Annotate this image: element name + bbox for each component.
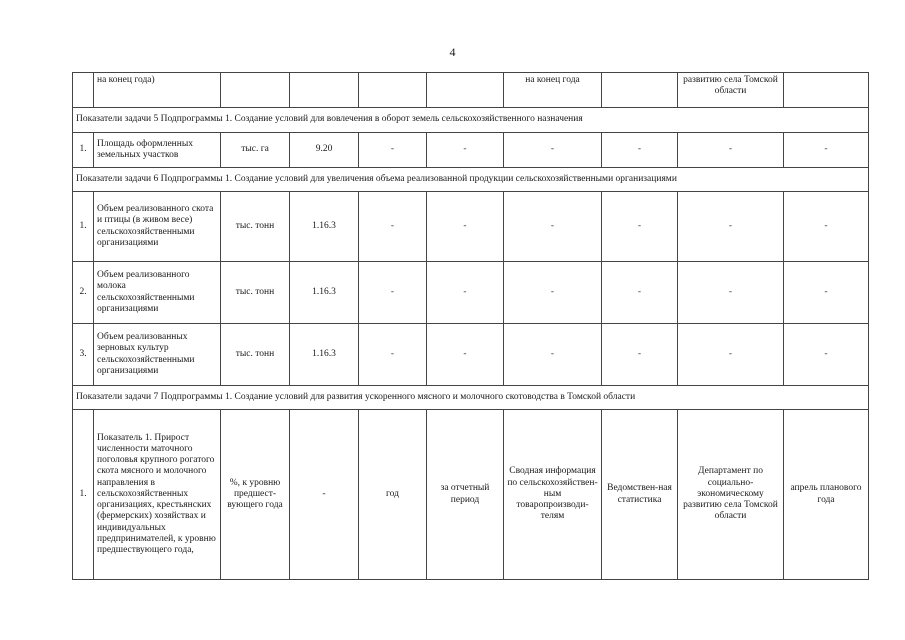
cell: - [602, 262, 678, 324]
unit-cell: тыс. тонн [221, 192, 290, 262]
unit-cell: тыс. тонн [221, 262, 290, 324]
cell: - [678, 262, 784, 324]
cell: - [602, 324, 678, 386]
row-number: 1. [73, 410, 94, 580]
indicator-name: на конец года) [94, 73, 221, 108]
table-row [73, 192, 869, 262]
source-cell: Сводная информация по сельскохозяйствен-ным товаропроизводи-телям [504, 410, 602, 580]
cell: - [359, 262, 427, 324]
section-title: Показатели задачи 6 Подпрограммы 1. Создание условий для увеличения объема реализованной продукции сельскохозяйственными организациями [73, 168, 869, 192]
indicator-name: Объем реализованных зерновых культур сельскохозяйственными организациями [94, 324, 221, 386]
cell: - [784, 324, 869, 386]
cell [290, 73, 359, 108]
section-header-row [73, 108, 869, 133]
cell: - [602, 192, 678, 262]
code-cell: 1.16.3 [290, 262, 359, 324]
indicator-name: Площадь оформленных земельных участков [94, 133, 221, 168]
code-cell: 9.20 [290, 133, 359, 168]
cell: - [678, 192, 784, 262]
section-header-row [73, 168, 869, 192]
cell: - [427, 324, 504, 386]
cell: - [504, 192, 602, 262]
table-row [73, 133, 869, 168]
row-number: 1. [73, 192, 94, 262]
cell: - [504, 324, 602, 386]
table-row [73, 73, 869, 108]
cell [427, 73, 504, 108]
period-cell: за отчетный период [427, 410, 504, 580]
cell: - [427, 192, 504, 262]
section-header-row [73, 386, 869, 410]
row-number: 2. [73, 262, 94, 324]
unit-cell: %, к уровню предшест-вующего года [221, 410, 290, 580]
indicator-name: Объем реализованного скота и птицы (в живом весе) сельскохозяйственными организациями [94, 192, 221, 262]
periodicity-cell: год [359, 410, 427, 580]
cell: - [504, 133, 602, 168]
table-row [73, 324, 869, 386]
cell: - [427, 133, 504, 168]
cell [221, 73, 290, 108]
method-cell: Ведомствен-ная статистика [602, 410, 678, 580]
cell: - [504, 262, 602, 324]
cell: - [359, 192, 427, 262]
cell [784, 73, 869, 108]
row-number: 1. [73, 133, 94, 168]
indicator-name: Показатель 1. Прирост численности маточного поголовья крупного рогатого скота мясного и молочного направления в сельскохозяйственных организациях, крестьянских (фермерских) хозяйствах и индивидуальных предпринимателей, к уровню предшествующего года, [94, 410, 221, 580]
cell [359, 73, 427, 108]
code-cell: - [290, 410, 359, 580]
responsible-cell: Департамент по социально-экономическому развитию села Томской области [678, 410, 784, 580]
indicators-table [72, 72, 869, 580]
cell: - [359, 133, 427, 168]
code-cell: 1.16.3 [290, 192, 359, 262]
code-cell: 1.16.3 [290, 324, 359, 386]
row-number: 3. [73, 324, 94, 386]
cell: - [784, 262, 869, 324]
deadline-cell: апрель планового года [784, 410, 869, 580]
cell: - [678, 324, 784, 386]
table-row [73, 410, 869, 580]
table-row [73, 262, 869, 324]
cell: - [784, 192, 869, 262]
cell: - [427, 262, 504, 324]
cell: - [678, 133, 784, 168]
row-number-cell [73, 73, 94, 108]
cell [602, 73, 678, 108]
cell: на конец года [504, 73, 602, 108]
page-number: 4 [449, 45, 456, 59]
unit-cell: тыс. тонн [221, 324, 290, 386]
unit-cell: тыс. га [221, 133, 290, 168]
section-title: Показатели задачи 7 Подпрограммы 1. Создание условий для развития ускоренного мясного и молочного скотоводства в Томской области [73, 386, 869, 410]
cell: - [602, 133, 678, 168]
section-title: Показатели задачи 5 Подпрограммы 1. Создание условий для вовлечения в оборот земель сельскохозяйственного назначения [73, 108, 869, 133]
cell: - [784, 133, 869, 168]
cell: развитию села Томской области [678, 73, 784, 108]
indicator-name: Объем реализованного молока сельскохозяйственными организациями [94, 262, 221, 324]
cell: - [359, 324, 427, 386]
